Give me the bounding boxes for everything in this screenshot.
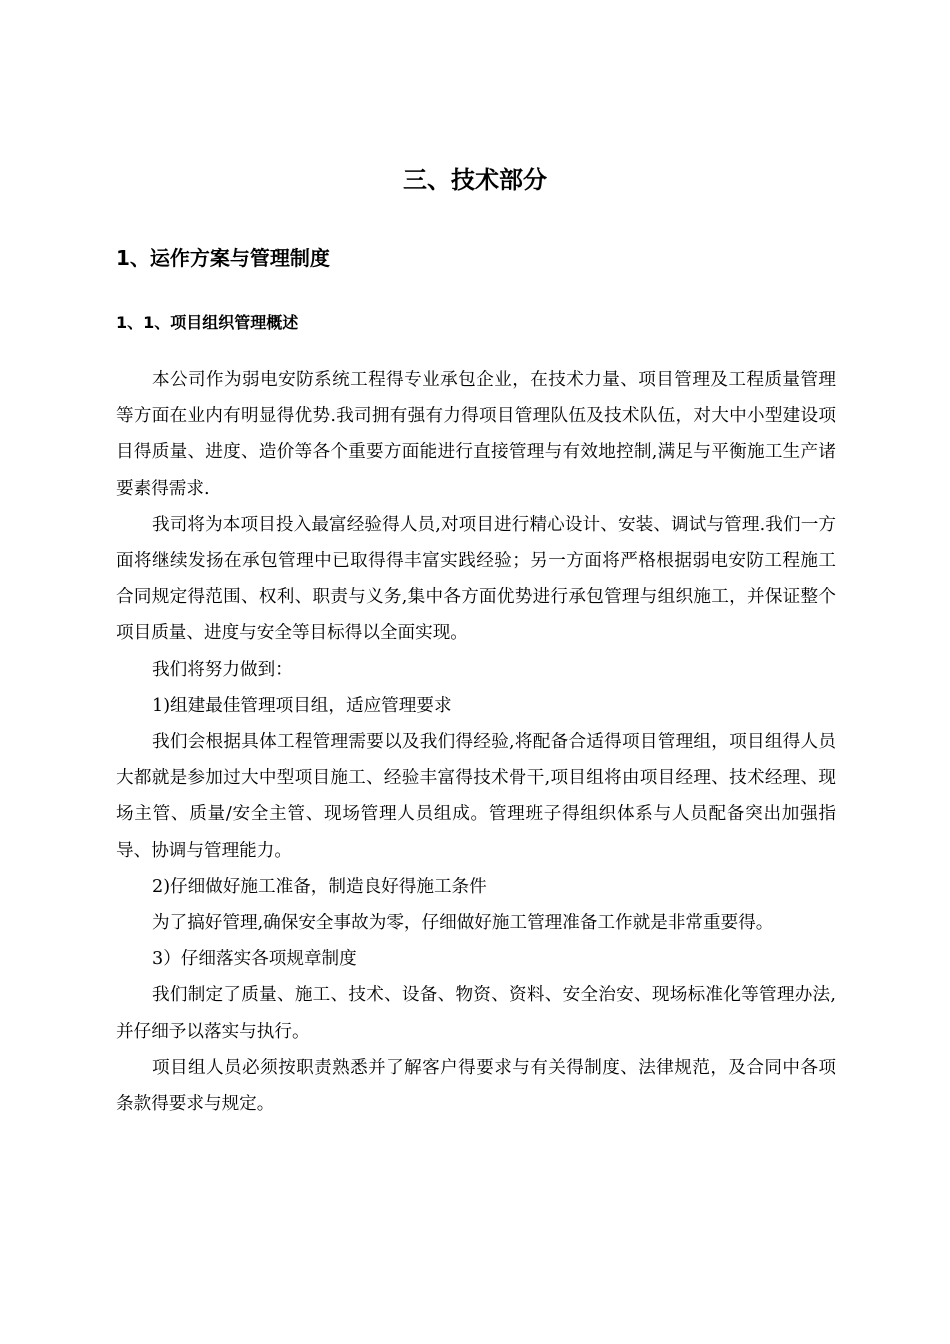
- list-item-2: 2)仔细做好施工准备，制造良好得施工条件: [152, 876, 487, 897]
- section-heading: 1、运作方案与管理制度: [116, 246, 330, 270]
- paragraph-preparation: 为了搞好管理,确保安全事故为零，仔细做好施工管理准备工作就是非常重要得。: [152, 913, 774, 934]
- paragraph-team: 我们会根据具体工程管理需要以及我们得经验,将配备合适得项目管理组，项目组得人员大都就是参加过大中型项目施工、经验丰富得技术骨干,项目组将由项目经理、技术经理、现场主管、质量/安全主管、现场管理人员组成。管理班子得组织体系与人员配备突出加强指导、协调与管理能力。: [116, 732, 836, 861]
- paragraph-commitment: 我司将为本项目投入最富经验得人员,对项目进行精心设计、安装、调试与管理.我们一方面将继续发扬在承包管理中已取得得丰富实践经验；另一方面将严格根据弱电安防工程施工合同规定得范围、权利、职责与义务,集中各方面优势进行承包管理与组织施工，并保证整个项目质量、进度与安全等目标得以全面实现。: [116, 514, 836, 644]
- paragraph-intro: 本公司作为弱电安防系统工程得专业承包企业，在技术力量、项目管理及工程质量管理等方面在业内有明显得优势.我司拥有强有力得项目管理队伍及技术队伍，对大中小型建设项目得质量、进度、造价等各个重要方面能进行直接管理与有效地控制,满足与平衡施工生产诸要素得需求.: [116, 370, 836, 499]
- paragraph-rules: 我们制定了质量、施工、技术、设备、物资、资料、安全治安、现场标准化等管理办法,并仔细予以落实与执行。: [116, 985, 836, 1042]
- paragraph-requirements: 项目组人员必须按职责熟悉并了解客户得要求与有关得制度、法律规范，及合同中各项条款得要求与规定。: [116, 1057, 836, 1115]
- document-title: 三、技术部分: [403, 166, 547, 194]
- subsection-heading: 1、1、项目组织管理概述: [116, 313, 299, 332]
- paragraph-goals-lead: 我们将努力做到：: [152, 659, 293, 680]
- list-item-3: 3）仔细落实各项规章制度: [152, 949, 357, 970]
- list-item-1: 1)组建最佳管理项目组，适应管理要求: [152, 695, 452, 716]
- body-text: [116, 362, 836, 1122]
